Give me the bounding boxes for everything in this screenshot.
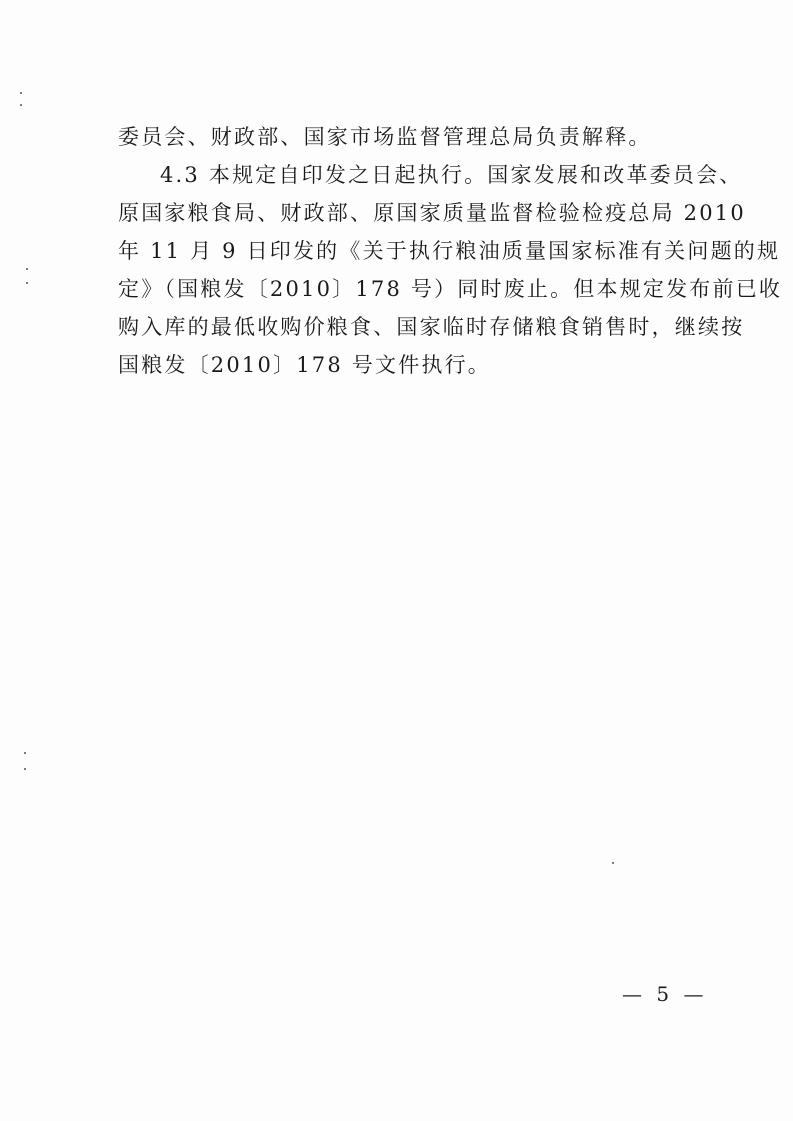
scan-speck	[24, 752, 26, 754]
scan-speck	[20, 92, 22, 94]
scan-speck	[20, 104, 22, 106]
scan-speck	[24, 768, 26, 770]
paragraph-2-line-5: 购入库的最低收购价粮食、国家临时存储粮食销售时，继续按	[118, 315, 745, 339]
paragraph-2-line-1: 4.3 本规定自印发之日起执行。国家发展和改革委员会、	[160, 163, 743, 187]
paragraph-1-line-1: 委员会、财政部、国家市场监督管理总局负责解释。	[118, 125, 652, 149]
paragraph-2-line-3: 年 11 月 9 日印发的《关于执行粮油质量国家标准有关问题的规	[118, 239, 781, 263]
paragraph-2-line-2: 原国家粮食局、财政部、原国家质量监督检验检疫总局 2010	[118, 201, 746, 225]
paragraph-2-line-4: 定》（国粮发〔2010〕178 号）同时废止。但本规定发布前已收	[118, 277, 783, 301]
scan-speck	[612, 862, 614, 864]
scan-speck	[26, 282, 28, 284]
paragraph-2-line-6: 国粮发〔2010〕178 号文件执行。	[118, 353, 492, 377]
page-number: — 5 —	[622, 982, 708, 1006]
body-text	[118, 118, 783, 384]
scan-speck	[26, 268, 28, 270]
